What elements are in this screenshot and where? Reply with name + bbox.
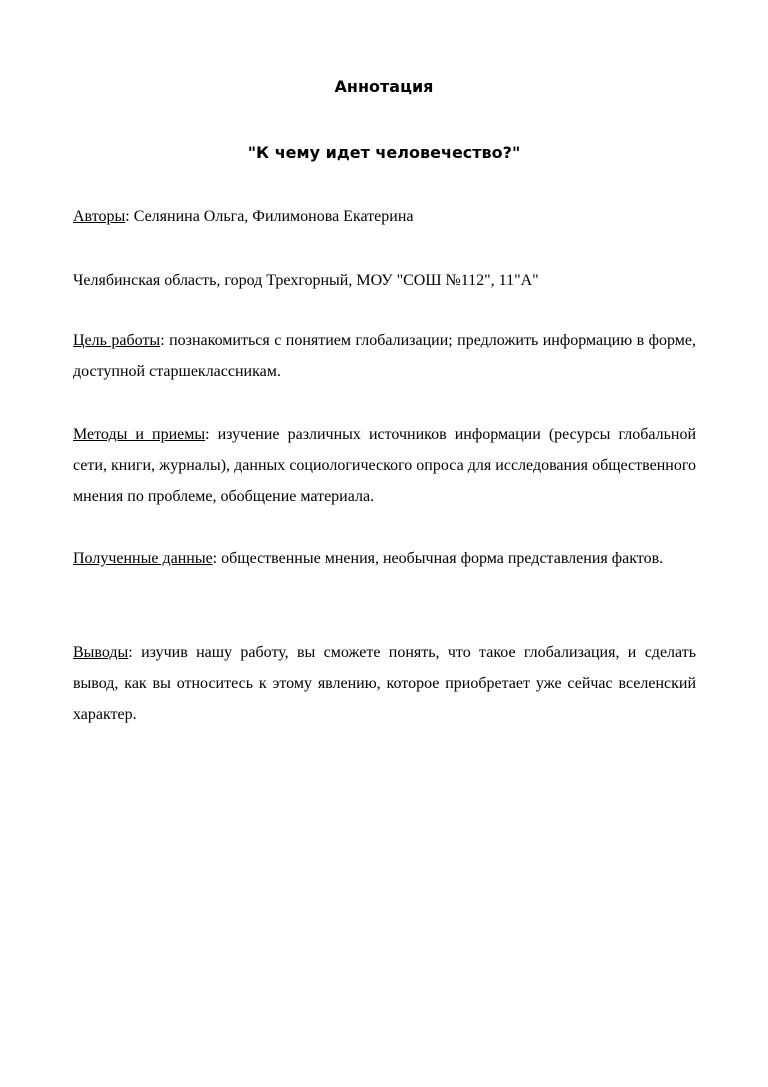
conclusions-label: Выводы bbox=[73, 644, 129, 661]
authors-label: Авторы bbox=[73, 208, 126, 225]
document-subtitle: "К чему идет человечество?" bbox=[247, 143, 521, 162]
goal-paragraph bbox=[73, 325, 696, 387]
goal-label: Цель работы bbox=[73, 332, 161, 349]
methods-label: Методы и приемы bbox=[73, 426, 206, 443]
authors-paragraph bbox=[73, 201, 696, 232]
results-paragraph bbox=[73, 543, 696, 574]
results-text: : общественные мнения, необычная форма представления фактов. bbox=[212, 550, 664, 567]
school-text: Челябинская область, город Трехгорный, МОУ "СОШ №112", 11"А" bbox=[73, 272, 539, 289]
conclusions-paragraph bbox=[73, 637, 696, 730]
authors-text: : Селянина Ольга, Филимонова Екатерина bbox=[125, 208, 414, 225]
methods-paragraph bbox=[73, 419, 696, 512]
methods-text: : изучение различных источников информации (ресурсы глобальной сети, книги, журналы), данных социологического опроса для исследования общественного мнения по проблеме, обобщение материала. bbox=[73, 426, 696, 505]
conclusions-text: : изучив нашу работу, вы сможете понять, что такое глобализация, и сделать вывод, как вы относитесь к этому явлению, которое приобретает уже сейчас вселенский характер. bbox=[73, 644, 696, 723]
results-label: Полученные данные bbox=[73, 550, 213, 567]
goal-text: : познакомиться с понятием глобализации; предложить информацию в форме, доступной старшеклассникам. bbox=[73, 332, 697, 380]
document-title: Аннотация bbox=[334, 77, 434, 96]
school-paragraph bbox=[73, 265, 696, 296]
